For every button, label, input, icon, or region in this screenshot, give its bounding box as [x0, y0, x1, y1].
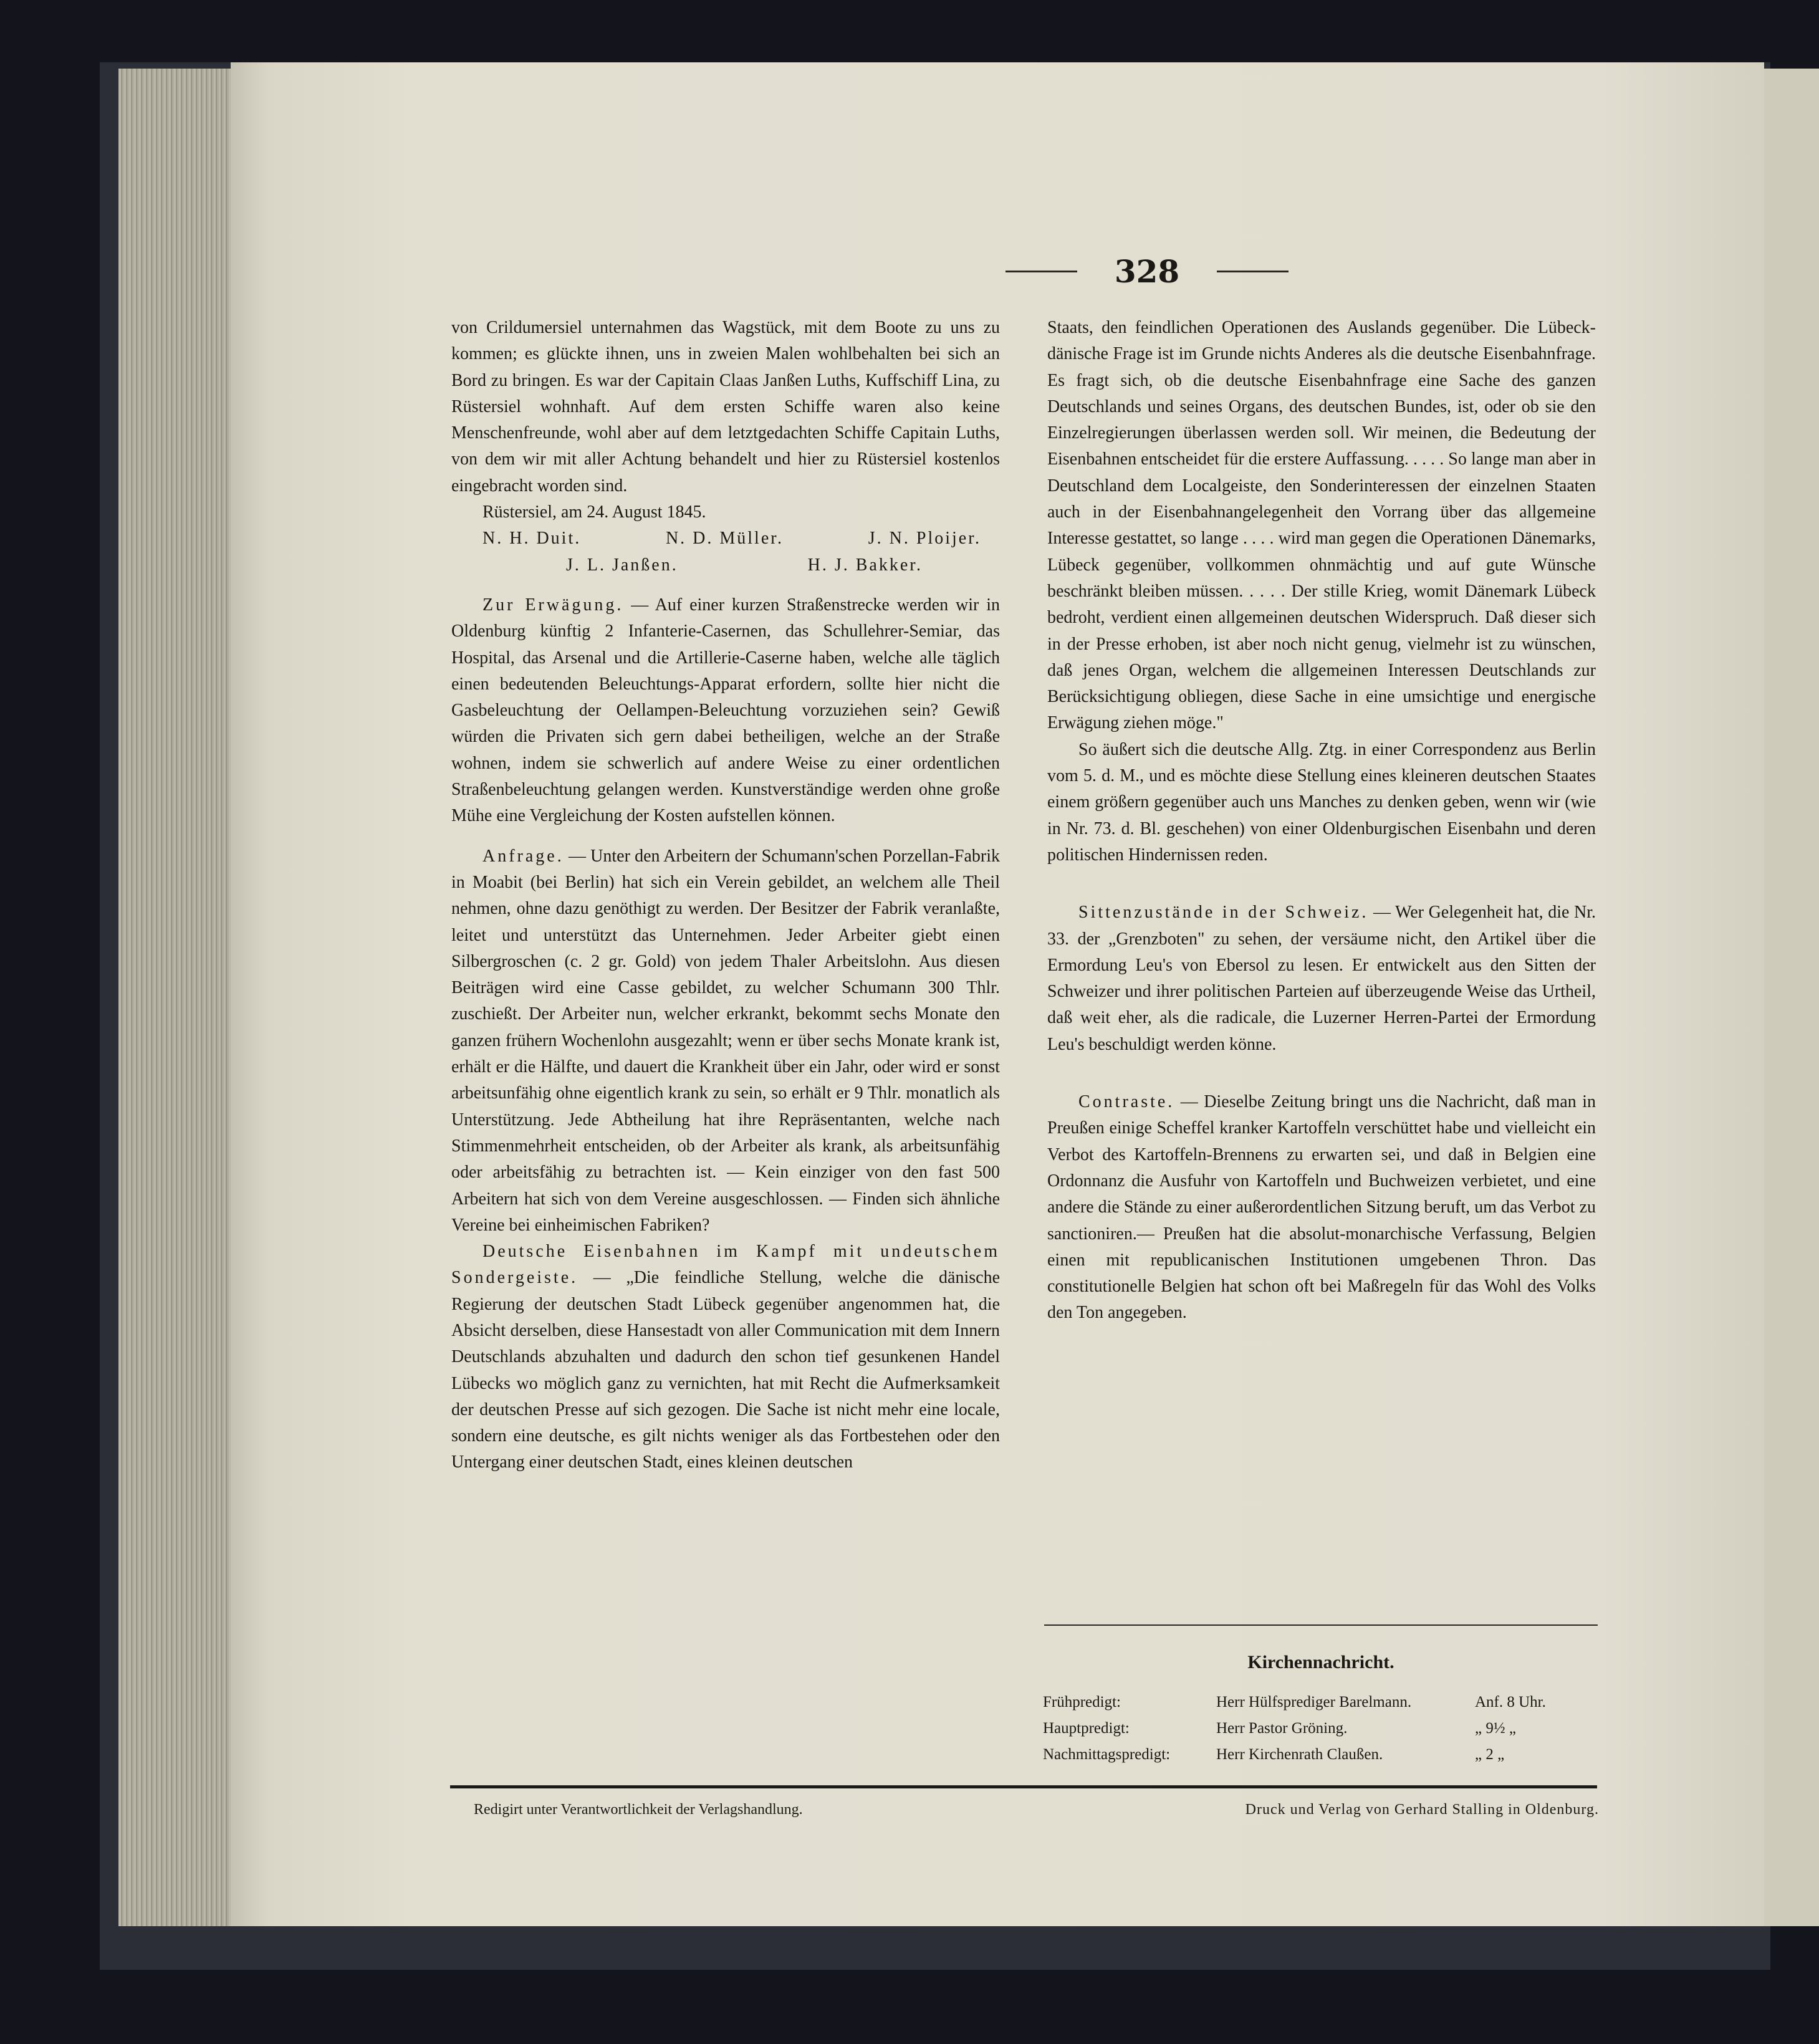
spacer	[1047, 1058, 1596, 1089]
church-notice-list	[1043, 1689, 1598, 1768]
signature-row-1	[451, 525, 1000, 552]
signature-row-2	[451, 552, 1000, 578]
page-header	[866, 249, 1428, 293]
intro-paragraph: von Crildumersiel unternahmen das Wagstück, mit dem Boote zu uns zu kommen; es glückte ihnen, uns in zweien Malen wohlbehalten bei sich an Bord zu bringen. Es war der Capitain Claas Janßen Luths, Kuffschiff Lina, zu Rüstersiel wohnhaft. Auf dem ersten Schiffe waren also keine Menschenfreunde, wohl aber auf dem letztgedachten Schiffe Capitain Luths, von dem wir mit aller Achtung behandelt und hier zu Rüstersiel kostenlos eingebracht worden sind.	[451, 318, 1000, 496]
service-label: Frühpredigt:	[1043, 1694, 1121, 1711]
sitten-article	[1047, 900, 1596, 1058]
article-heading: Zur Erwägung.	[482, 595, 624, 615]
preacher: Herr Pastor Gröning.	[1216, 1720, 1348, 1737]
church-notice-entry	[1043, 1689, 1598, 1715]
so-aeussert-paragraph: So äußert sich die deutsche Allg. Ztg. in einer Correspondenz aus Berlin vom 5. d. M., und es möchte diese Stellung eines kleineren deutschen Staates einem größern gegenüber auch uns Manches zu denken geben, wenn wir (wie in Nr. 73. d. Bl. geschehen) von einer Oldenburgischen Eisenbahn und deren politischen Hindernissen reden.	[1047, 739, 1596, 865]
anfrage-article	[451, 843, 1000, 1239]
signature-date: Rüstersiel, am 24. August 1845.	[482, 502, 706, 522]
church-notice-entry	[1043, 1742, 1598, 1768]
spacer	[451, 830, 1000, 843]
spacer	[1047, 868, 1596, 900]
signature: N. H. Duit.	[482, 529, 582, 549]
header-rule-right	[1217, 271, 1289, 272]
left-column	[451, 315, 1000, 1476]
footer-editor-note: Redigirt unter Verantwortlichkeit der Verlagshandlung.	[474, 1802, 803, 1818]
service-time: Anf. 8 Uhr.	[1475, 1694, 1546, 1711]
article-heading: Anfrage.	[482, 846, 564, 866]
right-column	[1047, 315, 1596, 1327]
church-notice-entry	[1043, 1715, 1598, 1742]
facing-page	[1764, 69, 1819, 1926]
footer-rule	[450, 1785, 1597, 1788]
service-time: „ 9½ „	[1475, 1720, 1516, 1737]
church-notice-title: Kirchennachricht.	[1247, 1652, 1394, 1672]
signature: J. L. Janßen.	[565, 555, 678, 575]
article-heading: Deutsche Eisenbahnen im Kampf mit undeutschem Sondergeiste.	[451, 1242, 1000, 1288]
article-body: — Wer Gelegenheit hat, die Nr. 33. der „Grenzboten" zu sehen, der versäume nicht, den Artikel über die Ermordung Leu's von Ebersol zu lesen. Er entwickelt aus den Sitten der Schweizer und ihrer politischen Parteien auf überzeugende Weise das Urtheil, daß weit eher, als die radicale, die Luzerner Herren-Partei der Ermordung Leu's beschuldigt werden könne.	[1047, 903, 1596, 1054]
article-body: — Dieselbe Zeitung bringt uns die Nachricht, daß man in Preußen einige Scheffel kranker Kartoffeln verschüttet habe und vielleicht ein Verbot des Kartoffeln-Brennens zu erwarten sei, und daß in Belgien eine Ordonnanz die Ausfuhr von Kartoffeln und Buchweizen verbietet, und eine andere die Stände zu einer außerordentlichen Sitzung beruft, um das Verbot zu sanctioniren.— Preußen hat die absolut-monarchische Verfassung, Belgien einen mit republicanischen Institutionen umgebenen Thron. Das constitutionelle Belgien hat schon oft bei Maßregeln für das Wohl des Volks den Ton angegeben.	[1047, 1092, 1596, 1323]
footer-publisher-note: Druck und Verlag von Gerhard Stalling in Oldenburg.	[1245, 1802, 1599, 1818]
page-number: 328	[1114, 252, 1180, 290]
article-body: — „Die feindliche Stellung, welche die dänische Regierung der deutschen Stadt Lübeck gegenüber angenommen hat, die Absicht derselben, diese Hansestadt von aller Communication mit dem Innern Deutschlands abzuhalten und dadurch den schon tief gesunkenen Handel Lübecks wo möglich ganz zu vernichten, hat mit Recht die Aufmerksamkeit der deutschen Presse auf sich gezogen. Die Sache ist nicht mehr eine locale, sondern eine deutsche, es gilt nichts weniger als das Fortbestehen oder den Untergang einer deutschen Stadt, eines kleinen deutschen	[451, 1268, 1000, 1472]
spacer	[451, 578, 1000, 592]
signature: N. D. Müller.	[665, 529, 784, 549]
contraste-article	[1047, 1089, 1596, 1327]
article-heading: Contraste.	[1078, 1092, 1175, 1112]
article-heading: Sittenzustände in der Schweiz.	[1078, 903, 1369, 923]
signature: H. J. Bakker.	[807, 555, 923, 575]
article-body: — Auf einer kurzen Straßenstrecke werden wir in Oldenburg künftig 2 Infanterie-Casernen, das Schullehrer-Semiar, das Hospital, das Arsenal und die Artillerie-Caserne haben, welche alle täglich einen bedeutenden Beleuchtungs-Apparat erfordern, sollte hier nicht die Gasbeleuchtung der Oellampen-Beleuchtung vorzuziehen sein? Gewiß würden die Privaten sich gern dabei betheiligen, welche an der Straße wohnen, indem sie schwerlich auf andere Weise zu einer ordentlichen Straßenbeleuchtung gelangen werden. Kunstverständige werden ohne große Mühe eine Vergleichung der Kosten aufstellen können.	[451, 595, 1000, 826]
notice-divider	[1044, 1624, 1598, 1626]
preacher: Herr Kirchenrath Claußen.	[1216, 1746, 1383, 1763]
service-label: Hauptpredigt:	[1043, 1720, 1130, 1737]
article-body: — Unter den Arbeitern der Schumann'schen Porzellan-Fabrik in Moabit (bei Berlin) hat sich ein Verein gebildet, an welchem alle Theil nehmen, ohne dazu genöthigt zu werden. Der Besitzer der Fabrik veranlaßte, leitet und unterstützt das Unternehmen. Jeder Arbeiter giebt einen Silbergroschen (c. 2 gr. Gold) von jedem Thaler Arbeitslohn. Aus diesen Beiträgen wird eine Casse gebildet, zu welcher Schumann 300 Thlr. zuschießt. Der Arbeiter nun, welcher erkrankt, bekommt sechs Monate den ganzen frühern Wochenlohn ausgezahlt; wenn er über sechs Monate krank ist, erhält er die Hälfte, und dauert die Krankheit über ein Jahr, oder wird er sonst arbeitsunfähig ohne eigentlich krank zu sein, so erhält er 9 Thlr. monatlich als Unterstützung. Jede Abtheilung hat ihre Repräsentanten, welche nach Stimmenmehrheit entscheiden, ob der Arbeiter als krank, als arbeitsunfähig oder arbeitsfähig zu betrachten ist. — Kein einziger von den fast 500 Arbeitern hat sich von dem Vereine ausgeschlossen. — Finden sich ähnliche Vereine bei einheimischen Fabriken?	[451, 846, 1000, 1235]
newspaper-page	[231, 62, 1764, 1926]
eisenbahnen-article	[451, 1239, 1000, 1476]
continuation-paragraph: Staats, den feindlichen Operationen des Auslands gegenüber. Die Lübeck-dänische Frage ist im Grunde nichts Anderes als die deutsche Eisenbahnfrage. Es fragt sich, ob die deutsche Eisenbahnfrage eine Sache des ganzen Deutschlands und seines Organs, des deutschen Bundes, ist, oder ob sie den Einzelregierungen überlassen werden soll. Wir meinen, die Bedeutung der Eisenbahnen entscheidet für die erstere Auffassung. . . . . So lange man aber in Deutschland dem Localgeiste, den Sonderinteressen der einzelnen Staaten auch in der Eisenbahnangelegenheit den Vorrang über das allgemeine Interesse gestattet, so lange . . . . wird man gegen die Operationen Dänemarks, Lübeck gegenüber, vollkommen ohnmächtig und auf gute Wünsche beschränkt bleiben müssen. . . . . Der stille Krieg, womit Dänemark Lübeck bedroht, verdient einen allgemeinen deutschen Widerspruch. Daß dieser sich in der Presse erhoben, ist aber noch nicht genug, vielmehr ist zu wünschen, daß jenes Organ, welchem die allgemeinen Interessen Deutschlands zur Berücksichtigung obliegen, diese Sache in eine umsichtige und energische Erwägung ziehen möge."	[1047, 318, 1596, 733]
page-edges	[118, 69, 243, 1926]
service-time: „ 2 „	[1475, 1746, 1505, 1763]
header-rule-left	[1005, 271, 1077, 272]
service-label: Nachmittagspredigt:	[1043, 1746, 1171, 1763]
erwaegung-article	[451, 592, 1000, 830]
signature: J. N. Ploijer.	[868, 529, 981, 549]
preacher: Herr Hülfsprediger Barelmann.	[1216, 1694, 1412, 1711]
